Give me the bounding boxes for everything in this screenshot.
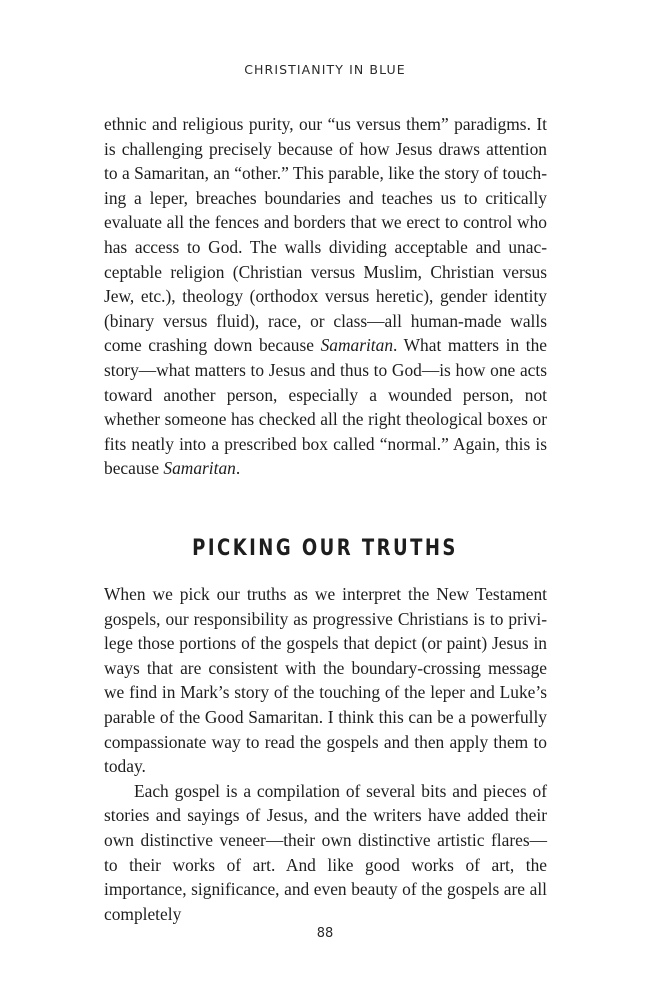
- paragraph-samaritan: [104, 112, 547, 481]
- paragraph-text: ethnic and religious purity, our “us versus them” paradigms. It is challenging precisely because of how Jesus draws attention to a Samaritan, an “other.” This parable, like the story of touching a leper, breaches boundaries and teaches us to critically evaluate all the fences and borders that we erect to control who has access to God. The walls dividing acceptable and unacceptable religion (Christian versus Muslim, Christian versus Jew, etc.), theology (orthodox versus heretic), gender identity (binary versus fluid), race, or class—all human-made walls come crashing down because: [104, 114, 547, 356]
- emphasis-samaritan: Samaritan: [163, 458, 236, 479]
- paragraph-text: .: [235, 458, 241, 479]
- section-heading: PICKING OUR TRUTHS: [192, 536, 458, 561]
- emphasis-samaritan: Samaritan: [320, 335, 394, 356]
- running-head: CHRISTIANITY IN BLUE: [244, 62, 406, 77]
- text-block-bottom: [104, 582, 547, 926]
- paragraph-gospel-compilation: Each gospel is a compilation of several bits and pieces of stories and sayings of Jesus, and the writers have added their own distinctive veneer—their own distinctive artistic flares—to their works of art. And like good works of art, the importance, significance, and even beauty of the gospels are all completely: [104, 780, 547, 924]
- text-block-top: [104, 112, 547, 481]
- paragraph-picking-truths: When we pick our truths as we interpret the New Testament gospels, our responsibility as progressive Christians is to privilege those portions of the gospels that depict (or paint) Jesus in ways that are consistent with the boundary-crossing message we find in Mark’s story of the touching of the leper and Luke’s parable of the Good Samaritan. I think this can be a powerfully compassionate way to read the gospels and then apply them to today.: [104, 584, 547, 777]
- page-number: 88: [316, 926, 334, 941]
- paragraph-text: . What matters in the story—what matters to Jesus and thus to God—is how one acts toward another person, especially a wounded person, not whether someone has checked all the right theological boxes or fits neatly into a prescribed box called “normal.” Again, this is because: [104, 335, 547, 479]
